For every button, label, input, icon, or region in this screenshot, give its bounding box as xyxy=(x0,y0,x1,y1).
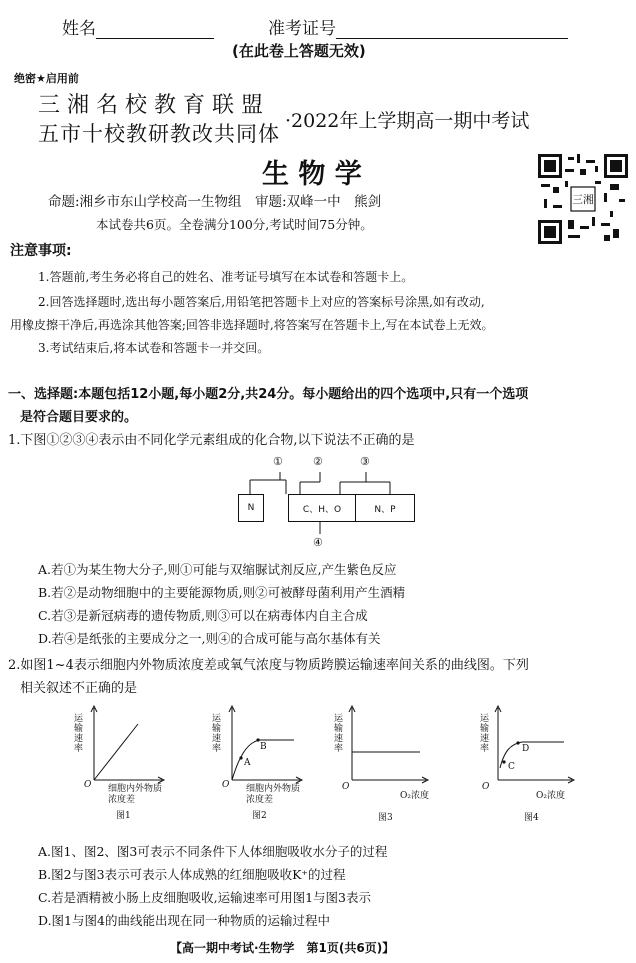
subject-title: 生 物 学 xyxy=(262,159,362,190)
q1-mark-1: ① xyxy=(273,455,283,468)
org-line-2: 五市十校教研教改共同体 xyxy=(38,122,280,146)
q1-box-n: N xyxy=(238,494,264,522)
graph-1-caption: 图1 xyxy=(116,811,131,821)
section-heading-line2: 是符合题目要求的。 xyxy=(20,410,138,425)
graph-4-label-d: D xyxy=(522,744,530,754)
invalid-note: (在此卷上答题无效) xyxy=(232,42,366,60)
q1-mark-2: ② xyxy=(313,455,323,468)
notes-heading: 注意事项: xyxy=(10,243,72,259)
q2-stem-1: 2.如图1~4表示细胞内外物质浓度差或氧气浓度与物质跨膜运输速率间关系的曲线图。下列 xyxy=(8,658,529,673)
qr-caption: 三湘 xyxy=(572,193,594,207)
name-field[interactable] xyxy=(62,14,214,39)
exam-info: 本试卷共6页。全卷满分100分,考试时间75分钟。 xyxy=(96,217,373,232)
graph-3-xlabel: O₂浓度 xyxy=(400,791,429,801)
q1-mark-4: ④ xyxy=(313,536,323,549)
graph-1-curve xyxy=(94,724,138,780)
q2-option-d: D.图1与图4的曲线能出现在同一种物质的运输过程中 xyxy=(38,913,330,928)
graph-2-caption: 图2 xyxy=(252,811,267,821)
q1-mark-3: ③ xyxy=(360,455,370,468)
graph-4 xyxy=(476,702,588,823)
graph-3 xyxy=(330,702,440,823)
name-label: 姓名 xyxy=(62,19,96,39)
note-item-3: 3.考试结束后,将本试卷和答题卡一并交回。 xyxy=(38,341,270,355)
authors-line: 命题:湘乡市东山学校高一生物组 审题:双峰一中 熊剑 xyxy=(48,194,382,210)
graph-3-ylabel: 运输速率 xyxy=(334,714,344,754)
exam-id-field[interactable] xyxy=(268,14,568,39)
graph-3-caption: 图3 xyxy=(378,813,393,823)
secret-label: 绝密★启用前 xyxy=(14,72,79,85)
q1-box-cho: C、H、O xyxy=(288,494,356,522)
section-heading-line1: 一、选择题:本题包括12小题,每小题2分,共24分。每小题给出的四个选项中,只有一个选项 xyxy=(8,387,529,402)
graph-2-label-b: B xyxy=(260,742,267,752)
qr-code-icon xyxy=(538,154,628,244)
graph-4-point-d xyxy=(516,741,519,744)
graph-3-origin: O xyxy=(342,782,350,792)
note-item-2: 2.回答选择题时,选出每小题答案后,用铅笔把答题卡上对应的答案标号涂黑,如有改动, xyxy=(38,295,485,309)
graph-4-caption: 图4 xyxy=(524,813,539,823)
q2-option-c: C.若是酒精被小肠上皮细胞吸收,运输速率可用图1与图3表示 xyxy=(38,890,371,905)
graph-1-origin: O xyxy=(84,780,92,790)
graph-2-origin: O xyxy=(222,780,230,790)
graph-2-xlabel: 细胞内外物质浓度差 xyxy=(246,784,301,805)
note-item-2-cont: 用橡皮擦干净后,再选涂其他答案;回答非选择题时,将答案写在答题卡上,写在本试卷上无效。 xyxy=(10,318,494,332)
graph-2 xyxy=(208,702,308,821)
graph-4-point-c xyxy=(502,760,505,763)
q1-box-np: N、P xyxy=(355,494,415,522)
graph-4-label-c: C xyxy=(508,762,515,772)
graph-4-origin: O xyxy=(482,782,490,792)
org-line-1: 三湘名校教育联盟 xyxy=(38,93,271,118)
q2-option-a: A.图1、图2、图3可表示不同条件下人体细胞吸收水分子的过程 xyxy=(38,844,388,859)
graph-4-ylabel: 运输速率 xyxy=(480,714,490,754)
q1-stem: 1.下图①②③④表示由不同化学元素组成的化合物,以下说法不正确的是 xyxy=(8,433,415,448)
graph-1 xyxy=(70,702,170,821)
q2-stem-2: 相关叙述不正确的是 xyxy=(20,681,138,696)
page-footer: 【高一期中考试·生物学 第1页(共6页)】 xyxy=(170,941,395,955)
q1-option-b: B.若②是动物细胞中的主要能源物质,则②可被酵母菌利用产生酒精 xyxy=(38,585,406,600)
name-blank[interactable] xyxy=(96,20,214,39)
graph-2-ylabel: 运输速率 xyxy=(212,714,222,754)
q1-option-c: C.若③是新冠病毒的遗传物质,则③可以在病毒体内自主合成 xyxy=(38,608,368,623)
graph-4-xlabel: O₂浓度 xyxy=(536,791,565,801)
q1-option-a: A.若①为某生物大分子,则①可能与双缩脲试剂反应,产生紫色反应 xyxy=(38,562,397,577)
graph-1-ylabel: 运输速率 xyxy=(74,714,84,754)
graph-2-label-a: A xyxy=(244,758,251,768)
graph-1-xlabel: 细胞内外物质浓度差 xyxy=(108,784,163,805)
q1-option-d: D.若④是纸张的主要成分之一,则④的合成可能与高尔基体有关 xyxy=(38,631,381,646)
note-item-1: 1.答题前,考生务必将自己的姓名、准考证号填写在本试卷和答题卡上。 xyxy=(38,270,414,284)
q2-option-b: B.图2与图3表示可表示人体成熟的红细胞吸收K⁺的过程 xyxy=(38,867,346,882)
exam-id-blank[interactable] xyxy=(336,20,568,39)
exam-id-label: 准考证号 xyxy=(268,19,336,39)
exam-title: ·2022年上学期高一期中考试 xyxy=(285,110,530,132)
graph-2-point-a xyxy=(239,756,242,759)
